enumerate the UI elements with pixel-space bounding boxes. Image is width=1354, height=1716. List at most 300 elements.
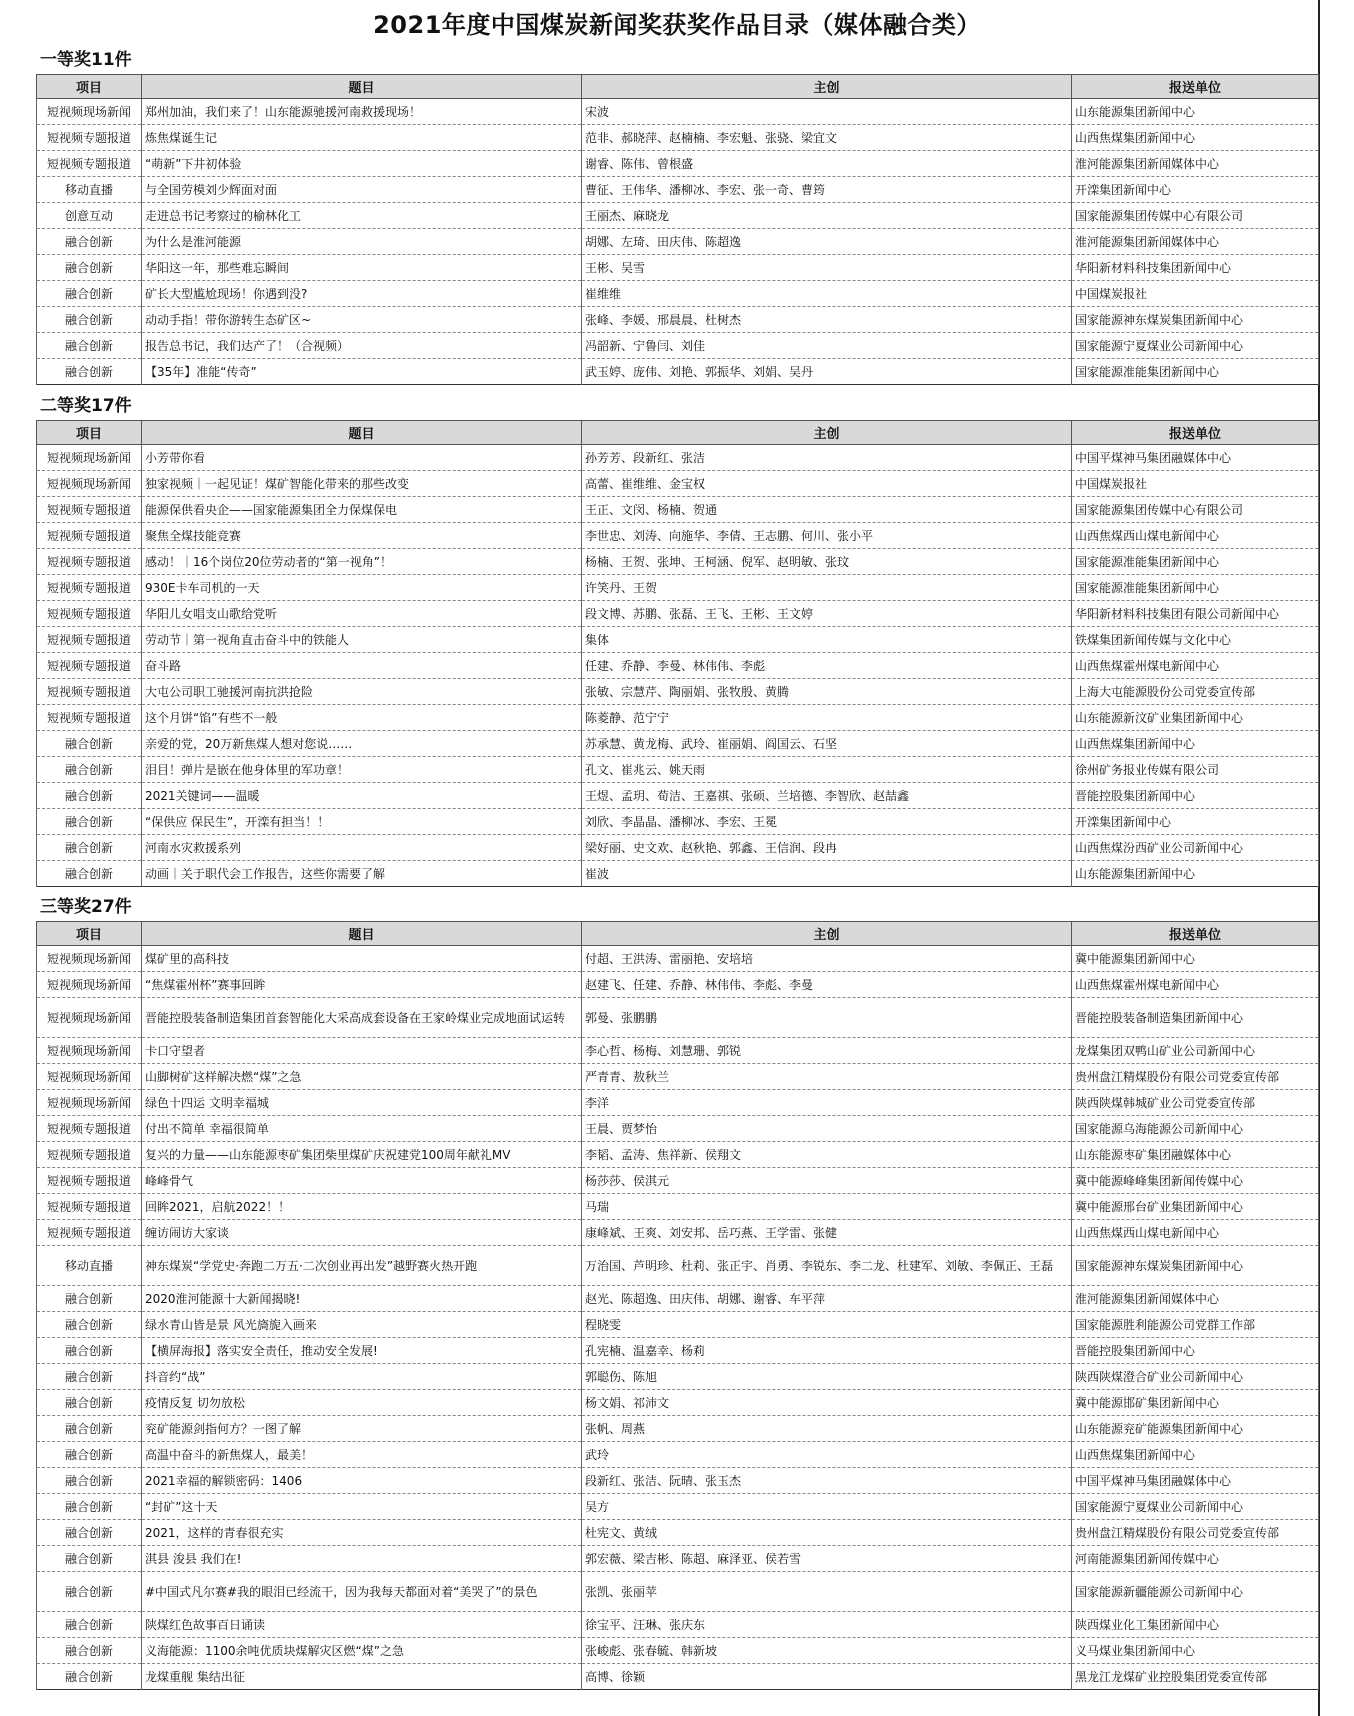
- category-cell: 移动直播: [37, 177, 142, 203]
- unit-cell: 冀中能源邯矿集团新闻中心: [1072, 1390, 1319, 1416]
- table-row: [37, 731, 1319, 757]
- unit-cell: 国家能源宁夏煤业公司新闻中心: [1072, 333, 1319, 359]
- unit-cell: 冀中能源峰峰集团新闻传媒中心: [1072, 1168, 1319, 1194]
- work-title-cell: 绿色十四运 文明幸福城: [142, 1090, 582, 1116]
- header-creators: 主创: [582, 75, 1072, 99]
- work-title-cell: 煤矿里的高科技: [142, 946, 582, 972]
- work-title-cell: 独家视频｜一起见证！煤矿智能化带来的那些改变: [142, 471, 582, 497]
- table-row: [37, 946, 1319, 972]
- section-title: 一等奖11件: [40, 50, 132, 70]
- work-title-cell: “萌新”下井初体验: [142, 151, 582, 177]
- table-row: [37, 549, 1319, 575]
- unit-cell: 贵州盘江精煤股份有限公司党委宣传部: [1072, 1064, 1319, 1090]
- creators-cell: 郭聪伤、陈旭: [582, 1364, 1072, 1390]
- creators-cell: 张帆、周燕: [582, 1416, 1072, 1442]
- table-row: [37, 1142, 1319, 1168]
- work-title-cell: 【横屏海报】落实安全责任，推动安全发展!: [142, 1338, 582, 1364]
- unit-cell: 山东能源新汶矿业集团新闻中心: [1072, 705, 1319, 731]
- unit-cell: 山西焦煤西山煤电新闻中心: [1072, 1220, 1319, 1246]
- work-title-cell: “保供应 保民生”，开滦有担当！！: [142, 809, 582, 835]
- section-title: 二等奖17件: [40, 396, 132, 416]
- creators-cell: 杨楠、王贺、张坤、王柯涵、倪军、赵明敏、张玟: [582, 549, 1072, 575]
- unit-cell: 国家能源准能集团新闻中心: [1072, 549, 1319, 575]
- work-title-cell: 峰峰骨气: [142, 1168, 582, 1194]
- table-row: [37, 998, 1319, 1038]
- work-title-cell: 回眸2021，启航2022！！: [142, 1194, 582, 1220]
- unit-cell: 山西焦煤霍州煤电新闻中心: [1072, 972, 1319, 998]
- work-title-cell: 陕煤红色故事百日诵读: [142, 1612, 582, 1638]
- table-row: [37, 1520, 1319, 1546]
- work-title-cell: 报告总书记，我们达产了！（合视频）: [142, 333, 582, 359]
- work-title-cell: 华阳这一年，那些难忘瞬间: [142, 255, 582, 281]
- category-cell: 融合创新: [37, 1416, 142, 1442]
- table-row: [37, 1442, 1319, 1468]
- category-cell: 融合创新: [37, 861, 142, 887]
- awards-table: [36, 420, 1319, 887]
- work-title-cell: 疫情反复 切勿放松: [142, 1390, 582, 1416]
- category-cell: 短视频现场新闻: [37, 972, 142, 998]
- work-title-cell: 2021，这样的青春很充实: [142, 1520, 582, 1546]
- unit-cell: 山西焦煤汾西矿业公司新闻中心: [1072, 835, 1319, 861]
- category-cell: 短视频专题报道: [37, 1142, 142, 1168]
- unit-cell: 山东能源枣矿集团融媒体中心: [1072, 1142, 1319, 1168]
- table-header-row: [37, 75, 1319, 99]
- work-title-cell: 神东煤炭“学党史·奔跑二万五·二次创业再出发”越野赛火热开跑: [142, 1246, 582, 1286]
- table-row: [37, 972, 1319, 998]
- creators-cell: 赵光、陈超逸、田庆伟、胡娜、谢睿、车平萍: [582, 1286, 1072, 1312]
- work-title-cell: 亲爱的党，20万新焦煤人想对您说……: [142, 731, 582, 757]
- creators-cell: 康峰斌、王爽、刘安邦、岳巧燕、王学雷、张健: [582, 1220, 1072, 1246]
- work-title-cell: 奋斗路: [142, 653, 582, 679]
- category-cell: 短视频现场新闻: [37, 1038, 142, 1064]
- section-title: 三等奖27件: [40, 897, 132, 917]
- work-title-cell: 走进总书记考察过的榆林化工: [142, 203, 582, 229]
- work-title-cell: 2021关键词——温暖: [142, 783, 582, 809]
- table-row: [37, 523, 1319, 549]
- creators-cell: 曹征、王伟华、潘柳冰、李宏、张一奇、曹筠: [582, 177, 1072, 203]
- creators-cell: 郭宏薇、梁吉彬、陈超、麻泽亚、侯若雪: [582, 1546, 1072, 1572]
- category-cell: 融合创新: [37, 1338, 142, 1364]
- unit-cell: 贵州盘江精煤股份有限公司党委宣传部: [1072, 1520, 1319, 1546]
- header-unit: 报送单位: [1072, 421, 1319, 445]
- table-row: [37, 1494, 1319, 1520]
- work-title-cell: 晋能控股装备制造集团首套智能化大采高成套设备在王家岭煤业完成地面试运转: [142, 998, 582, 1038]
- unit-cell: 山西焦煤集团新闻中心: [1072, 125, 1319, 151]
- category-cell: 融合创新: [37, 1572, 142, 1612]
- unit-cell: 冀中能源集团新闻中心: [1072, 946, 1319, 972]
- creators-cell: 段新红、张洁、阮晴、张玉杰: [582, 1468, 1072, 1494]
- work-title-cell: 2021幸福的解锁密码：1406: [142, 1468, 582, 1494]
- creators-cell: 王彬、吴雪: [582, 255, 1072, 281]
- table-row: [37, 835, 1319, 861]
- table-row: [37, 757, 1319, 783]
- work-title-cell: 高温中奋斗的新焦煤人，最美！: [142, 1442, 582, 1468]
- creators-cell: 崔波: [582, 861, 1072, 887]
- unit-cell: 中国平煤神马集团融媒体中心: [1072, 1468, 1319, 1494]
- category-cell: 短视频现场新闻: [37, 445, 142, 471]
- creators-cell: 许笑丹、王贺: [582, 575, 1072, 601]
- table-row: [37, 1612, 1319, 1638]
- work-title-cell: 龙煤重舰 集结出征: [142, 1664, 582, 1690]
- creators-cell: 胡娜、左琦、田庆伟、陈超逸: [582, 229, 1072, 255]
- table-row: [37, 1116, 1319, 1142]
- creators-cell: 苏承慧、黄龙梅、武玲、崔丽娟、阎国云、石坚: [582, 731, 1072, 757]
- table-row: [37, 203, 1319, 229]
- creators-cell: 张敏、宗慧芹、陶丽娟、张牧殷、黄腾: [582, 679, 1072, 705]
- header-category: 项目: [37, 75, 142, 99]
- category-cell: 融合创新: [37, 1312, 142, 1338]
- work-title-cell: 930E卡车司机的一天: [142, 575, 582, 601]
- creators-cell: 赵建飞、任建、乔静、林伟伟、李彪、李曼: [582, 972, 1072, 998]
- table-row: [37, 471, 1319, 497]
- table-row: [37, 333, 1319, 359]
- creators-cell: 杨文娟、祁沛文: [582, 1390, 1072, 1416]
- category-cell: 短视频现场新闻: [37, 471, 142, 497]
- header-unit: 报送单位: [1072, 922, 1319, 946]
- work-title-cell: 抖音约“战”: [142, 1364, 582, 1390]
- category-cell: 融合创新: [37, 255, 142, 281]
- unit-cell: 山东能源兖矿能源集团新闻中心: [1072, 1416, 1319, 1442]
- category-cell: 融合创新: [37, 281, 142, 307]
- work-title-cell: 这个月饼“馅”有些不一般: [142, 705, 582, 731]
- category-cell: 融合创新: [37, 757, 142, 783]
- work-title-cell: #中国式凡尔赛#我的眼泪已经流干，因为我每天都面对着“美哭了”的景色: [142, 1572, 582, 1612]
- work-title-cell: 卡口守望者: [142, 1038, 582, 1064]
- table-row: [37, 281, 1319, 307]
- table-row: [37, 783, 1319, 809]
- unit-cell: 开滦集团新闻中心: [1072, 177, 1319, 203]
- unit-cell: 义马煤业集团新闻中心: [1072, 1638, 1319, 1664]
- table-row: [37, 575, 1319, 601]
- table-row: [37, 1338, 1319, 1364]
- work-title-cell: 【35年】准能“传奇”: [142, 359, 582, 385]
- category-cell: 融合创新: [37, 359, 142, 385]
- creators-cell: 张凯、张丽苹: [582, 1572, 1072, 1612]
- category-cell: 融合创新: [37, 307, 142, 333]
- table-row: [37, 1312, 1319, 1338]
- work-title-cell: 华阳儿女唱支山歌给党听: [142, 601, 582, 627]
- table-row: [37, 1416, 1319, 1442]
- category-cell: 短视频专题报道: [37, 1194, 142, 1220]
- unit-cell: 开滦集团新闻中心: [1072, 809, 1319, 835]
- work-title-cell: 2020淮河能源十大新闻揭晓!: [142, 1286, 582, 1312]
- creators-cell: 孔文、崔兆云、姚天雨: [582, 757, 1072, 783]
- table-row: [37, 1220, 1319, 1246]
- table-header-row: [37, 922, 1319, 946]
- creators-cell: 孙芳芳、段新红、张洁: [582, 445, 1072, 471]
- header-category: 项目: [37, 421, 142, 445]
- unit-cell: 中国煤炭报社: [1072, 281, 1319, 307]
- table-header-row: [37, 421, 1319, 445]
- creators-cell: 段文博、苏鹏、张磊、王飞、王彬、王文婷: [582, 601, 1072, 627]
- creators-cell: 武玲: [582, 1442, 1072, 1468]
- unit-cell: 淮河能源集团新闻媒体中心: [1072, 229, 1319, 255]
- creators-cell: 吴方: [582, 1494, 1072, 1520]
- work-title-cell: 淇县 浚县 我们在!: [142, 1546, 582, 1572]
- table-row: [37, 1572, 1319, 1612]
- table-row: [37, 1064, 1319, 1090]
- creators-cell: 宋波: [582, 99, 1072, 125]
- table-row: [37, 359, 1319, 385]
- category-cell: 短视频现场新闻: [37, 946, 142, 972]
- unit-cell: 国家能源乌海能源公司新闻中心: [1072, 1116, 1319, 1142]
- table-row: [37, 627, 1319, 653]
- unit-cell: 国家能源准能集团新闻中心: [1072, 359, 1319, 385]
- creators-cell: 谢睿、陈伟、曾根盛: [582, 151, 1072, 177]
- unit-cell: 山西焦煤西山煤电新闻中心: [1072, 523, 1319, 549]
- category-cell: 短视频现场新闻: [37, 998, 142, 1038]
- work-title-cell: 河南水灾救援系列: [142, 835, 582, 861]
- category-cell: 融合创新: [37, 1468, 142, 1494]
- category-cell: 融合创新: [37, 1546, 142, 1572]
- work-title-cell: 义海能源：1100余吨优质块煤解灾区燃“煤”之急: [142, 1638, 582, 1664]
- table-row: [37, 151, 1319, 177]
- creators-cell: 集体: [582, 627, 1072, 653]
- work-title-cell: 炼焦煤诞生记: [142, 125, 582, 151]
- category-cell: 短视频专题报道: [37, 1220, 142, 1246]
- category-cell: 融合创新: [37, 229, 142, 255]
- unit-cell: 山西焦煤霍州煤电新闻中心: [1072, 653, 1319, 679]
- work-title-cell: 复兴的力量——山东能源枣矿集团柴里煤矿庆祝建党100周年献礼MV: [142, 1142, 582, 1168]
- category-cell: 融合创新: [37, 1612, 142, 1638]
- unit-cell: 中国平煤神马集团融媒体中心: [1072, 445, 1319, 471]
- category-cell: 短视频专题报道: [37, 575, 142, 601]
- table-row: [37, 1168, 1319, 1194]
- table-row: [37, 255, 1319, 281]
- unit-cell: 陕西煤业化工集团新闻中心: [1072, 1612, 1319, 1638]
- creators-cell: 范非、郝晓萍、赵楠楠、李宏魁、张骁、梁宜文: [582, 125, 1072, 151]
- work-title-cell: 感动！｜16个岗位20位劳动者的“第一视角”！: [142, 549, 582, 575]
- header-creators: 主创: [582, 922, 1072, 946]
- table-row: [37, 497, 1319, 523]
- category-cell: 融合创新: [37, 783, 142, 809]
- unit-cell: 晋能控股集团新闻中心: [1072, 1338, 1319, 1364]
- category-cell: 融合创新: [37, 333, 142, 359]
- work-title-cell: 绿水青山皆是景 风光旖旎入画来: [142, 1312, 582, 1338]
- table-row: [37, 653, 1319, 679]
- category-cell: 短视频专题报道: [37, 627, 142, 653]
- unit-cell: 国家能源准能集团新闻中心: [1072, 575, 1319, 601]
- category-cell: 融合创新: [37, 1442, 142, 1468]
- awards-table: [36, 921, 1319, 1690]
- unit-cell: 陕西陕煤韩城矿业公司党委宣传部: [1072, 1090, 1319, 1116]
- table-row: [37, 1546, 1319, 1572]
- work-title-cell: “焦煤霍州杯”赛事回眸: [142, 972, 582, 998]
- creators-cell: 徐宝平、汪琳、张庆东: [582, 1612, 1072, 1638]
- unit-cell: 山西焦煤集团新闻中心: [1072, 731, 1319, 757]
- category-cell: 短视频专题报道: [37, 1168, 142, 1194]
- category-cell: 短视频专题报道: [37, 151, 142, 177]
- creators-cell: 王正、文闵、杨楠、贺通: [582, 497, 1072, 523]
- unit-cell: 晋能控股装备制造集团新闻中心: [1072, 998, 1319, 1038]
- table-row: [37, 1286, 1319, 1312]
- creators-cell: 李韬、孟涛、焦祥新、侯翔文: [582, 1142, 1072, 1168]
- unit-cell: 国家能源神东煤炭集团新闻中心: [1072, 1246, 1319, 1286]
- table-row: [37, 307, 1319, 333]
- creators-cell: 冯韶新、宁鲁闫、刘佳: [582, 333, 1072, 359]
- unit-cell: 国家能源新疆能源公司新闻中心: [1072, 1572, 1319, 1612]
- unit-cell: 山东能源集团新闻中心: [1072, 861, 1319, 887]
- table-row: [37, 679, 1319, 705]
- creators-cell: 刘欣、李晶晶、潘柳冰、李宏、王冕: [582, 809, 1072, 835]
- work-title-cell: 大屯公司职工驰援河南抗洪抢险: [142, 679, 582, 705]
- category-cell: 短视频专题报道: [37, 653, 142, 679]
- work-title-cell: 郑州加油，我们来了！山东能源驰援河南救援现场！: [142, 99, 582, 125]
- creators-cell: 任建、乔静、李曼、林伟伟、李彪: [582, 653, 1072, 679]
- category-cell: 短视频现场新闻: [37, 1064, 142, 1090]
- unit-cell: 河南能源集团新闻传媒中心: [1072, 1546, 1319, 1572]
- work-title-cell: 劳动节｜第一视角直击奋斗中的铁能人: [142, 627, 582, 653]
- table-row: [37, 601, 1319, 627]
- table-row: [37, 1246, 1319, 1286]
- creators-cell: 张峻彪、张春毓、韩新坡: [582, 1638, 1072, 1664]
- unit-cell: 徐州矿务报业传媒有限公司: [1072, 757, 1319, 783]
- unit-cell: 淮河能源集团新闻媒体中心: [1072, 151, 1319, 177]
- work-title-cell: 兖矿能源剑指何方？一图了解: [142, 1416, 582, 1442]
- category-cell: 短视频专题报道: [37, 1116, 142, 1142]
- category-cell: 融合创新: [37, 1286, 142, 1312]
- header-title: 题目: [142, 421, 582, 445]
- category-cell: 融合创新: [37, 835, 142, 861]
- unit-cell: 国家能源神东煤炭集团新闻中心: [1072, 307, 1319, 333]
- table-row: [37, 1638, 1319, 1664]
- creators-cell: 高博、徐颖: [582, 1664, 1072, 1690]
- unit-cell: 冀中能源邢台矿业集团新闻中心: [1072, 1194, 1319, 1220]
- creators-cell: 程晓雯: [582, 1312, 1072, 1338]
- table-row: [37, 1664, 1319, 1690]
- unit-cell: 淮河能源集团新闻媒体中心: [1072, 1286, 1319, 1312]
- category-cell: 创意互动: [37, 203, 142, 229]
- creators-cell: 严青青、敖秋兰: [582, 1064, 1072, 1090]
- page-title: 2021年度中国煤炭新闻奖获奖作品目录（媒体融合类）: [373, 11, 981, 39]
- category-cell: 融合创新: [37, 1664, 142, 1690]
- unit-cell: 国家能源胜利能源公司党群工作部: [1072, 1312, 1319, 1338]
- work-title-cell: 能源保供看央企——国家能源集团全力保煤保电: [142, 497, 582, 523]
- creators-cell: 马瑞: [582, 1194, 1072, 1220]
- table-row: [37, 809, 1319, 835]
- category-cell: 融合创新: [37, 1638, 142, 1664]
- section-second-prize: [36, 392, 1318, 887]
- work-title-cell: 矿长大型尴尬现场！你遇到没?: [142, 281, 582, 307]
- category-cell: 短视频专题报道: [37, 549, 142, 575]
- category-cell: 短视频专题报道: [37, 705, 142, 731]
- creators-cell: 李心哲、杨梅、刘慧珊、郭锐: [582, 1038, 1072, 1064]
- header-creators: 主创: [582, 421, 1072, 445]
- table-row: [37, 99, 1319, 125]
- work-title-cell: 付出不简单 幸福很简单: [142, 1116, 582, 1142]
- creators-cell: 高蕾、崔维维、金宝权: [582, 471, 1072, 497]
- creators-cell: 武玉婷、庞伟、刘艳、郭振华、刘娟、吴丹: [582, 359, 1072, 385]
- work-title-cell: 小芳带你看: [142, 445, 582, 471]
- unit-cell: 铁煤集团新闻传媒与文化中心: [1072, 627, 1319, 653]
- creators-cell: 王晨、贾梦怡: [582, 1116, 1072, 1142]
- creators-cell: 孔宪楠、温嘉幸、杨莉: [582, 1338, 1072, 1364]
- header-title: 题目: [142, 922, 582, 946]
- work-title-cell: 为什么是淮河能源: [142, 229, 582, 255]
- table-row: [37, 705, 1319, 731]
- category-cell: 短视频专题报道: [37, 497, 142, 523]
- creators-cell: 王丽杰、麻晓龙: [582, 203, 1072, 229]
- work-title-cell: 动画｜关于职代会工作报告，这些你需要了解: [142, 861, 582, 887]
- awards-table: [36, 74, 1319, 385]
- category-cell: 短视频专题报道: [37, 523, 142, 549]
- category-cell: 移动直播: [37, 1246, 142, 1286]
- unit-cell: 山西焦煤集团新闻中心: [1072, 1442, 1319, 1468]
- table-row: [37, 1090, 1319, 1116]
- unit-cell: 上海大屯能源股份公司党委宣传部: [1072, 679, 1319, 705]
- category-cell: 短视频专题报道: [37, 679, 142, 705]
- creators-cell: 陈菱静、范宁宁: [582, 705, 1072, 731]
- header-title: 题目: [142, 75, 582, 99]
- header-unit: 报送单位: [1072, 75, 1319, 99]
- category-cell: 短视频现场新闻: [37, 1090, 142, 1116]
- work-title-cell: 与全国劳模刘少辉面对面: [142, 177, 582, 203]
- work-title-cell: 山脚树矿这样解决燃“煤”之急: [142, 1064, 582, 1090]
- unit-cell: 华阳新材料科技集团有限公司新闻中心: [1072, 601, 1319, 627]
- work-title-cell: 动动手指！带你游转生态矿区~: [142, 307, 582, 333]
- creators-cell: 崔维维: [582, 281, 1072, 307]
- header-category: 项目: [37, 922, 142, 946]
- unit-cell: 中国煤炭报社: [1072, 471, 1319, 497]
- creators-cell: 李世忠、刘涛、向施华、李倩、王志鹏、何川、张小平: [582, 523, 1072, 549]
- category-cell: 短视频专题报道: [37, 601, 142, 627]
- table-row: [37, 229, 1319, 255]
- work-title-cell: 缠访闹访大家谈: [142, 1220, 582, 1246]
- work-title-cell: 聚焦全煤技能竞赛: [142, 523, 582, 549]
- table-row: [37, 1038, 1319, 1064]
- section-first-prize: [36, 46, 1318, 385]
- category-cell: 融合创新: [37, 1520, 142, 1546]
- table-row: [37, 1194, 1319, 1220]
- table-row: [37, 1390, 1319, 1416]
- work-title-cell: 泪目！弹片是嵌在他身体里的军功章！: [142, 757, 582, 783]
- unit-cell: 国家能源宁夏煤业公司新闻中心: [1072, 1494, 1319, 1520]
- creators-cell: 张峰、李媛、邢晨晨、杜树杰: [582, 307, 1072, 333]
- unit-cell: 陕西陕煤澄合矿业公司新闻中心: [1072, 1364, 1319, 1390]
- table-row: [37, 1364, 1319, 1390]
- category-cell: 融合创新: [37, 809, 142, 835]
- creators-cell: 杜宪文、黄绒: [582, 1520, 1072, 1546]
- table-row: [37, 445, 1319, 471]
- unit-cell: 国家能源集团传媒中心有限公司: [1072, 203, 1319, 229]
- unit-cell: 山东能源集团新闻中心: [1072, 99, 1319, 125]
- table-row: [37, 177, 1319, 203]
- category-cell: 短视频现场新闻: [37, 99, 142, 125]
- work-title-cell: “封矿”这十天: [142, 1494, 582, 1520]
- category-cell: 融合创新: [37, 1494, 142, 1520]
- creators-cell: 付超、王洪涛、雷丽艳、安培培: [582, 946, 1072, 972]
- creators-cell: 梁好丽、史文欢、赵秋艳、郭鑫、王信润、段冉: [582, 835, 1072, 861]
- category-cell: 融合创新: [37, 731, 142, 757]
- category-cell: 短视频专题报道: [37, 125, 142, 151]
- unit-cell: 华阳新材料科技集团新闻中心: [1072, 255, 1319, 281]
- unit-cell: 龙煤集团双鸭山矿业公司新闻中心: [1072, 1038, 1319, 1064]
- category-cell: 融合创新: [37, 1364, 142, 1390]
- creators-cell: 杨莎莎、侯淇元: [582, 1168, 1072, 1194]
- creators-cell: 李洋: [582, 1090, 1072, 1116]
- unit-cell: 黑龙江龙煤矿业控股集团党委宣传部: [1072, 1664, 1319, 1690]
- section-third-prize: [36, 893, 1318, 1690]
- category-cell: 融合创新: [37, 1390, 142, 1416]
- creators-cell: 王煜、孟玥、荀洁、王嘉祺、张硕、兰培德、李智欣、赵喆鑫: [582, 783, 1072, 809]
- unit-cell: 国家能源集团传媒中心有限公司: [1072, 497, 1319, 523]
- unit-cell: 晋能控股集团新闻中心: [1072, 783, 1319, 809]
- creators-cell: 万治国、芦明珍、杜莉、张正宇、肖勇、李锐东、李二龙、杜建军、刘敏、李佩正、王磊: [582, 1246, 1072, 1286]
- creators-cell: 郭曼、张鹏鹏: [582, 998, 1072, 1038]
- table-row: [37, 1468, 1319, 1494]
- table-row: [37, 861, 1319, 887]
- table-row: [37, 125, 1319, 151]
